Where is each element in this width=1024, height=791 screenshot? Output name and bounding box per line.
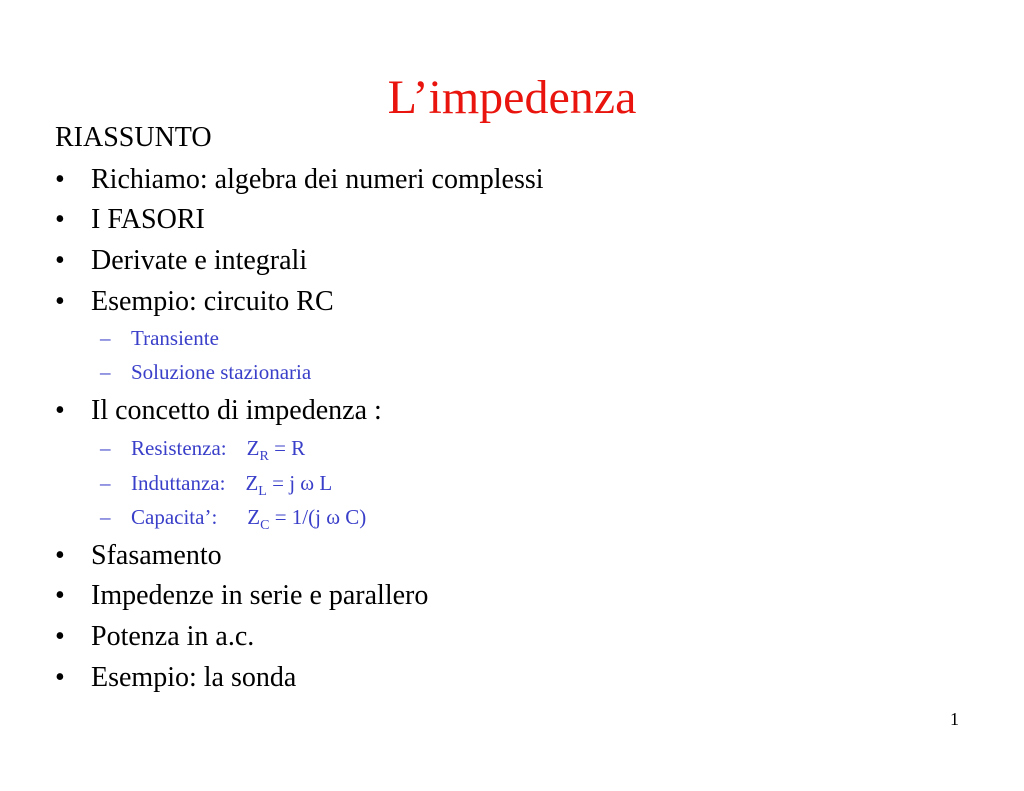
impedance-formula: = R — [268, 436, 306, 460]
list-item-text: Richiamo: algebra dei numeri complessi — [91, 164, 544, 195]
list-item-text: Derivate e integrali — [91, 245, 308, 276]
impedance-symbol: Z — [245, 471, 259, 495]
bullet-icon: • — [55, 662, 65, 693]
sub-list-item-text: Transiente — [131, 326, 219, 350]
list-item — [55, 578, 428, 614]
impedance-label: Induttanza: — [131, 471, 226, 495]
list-item-text: I FASORI — [91, 204, 205, 235]
sub-list-item — [100, 358, 311, 386]
dash-icon: – — [100, 360, 111, 384]
list-item-text: Sfasamento — [91, 540, 222, 571]
impedance-formula: = j ω L — [266, 471, 333, 495]
list-item — [55, 393, 382, 429]
impedance-subscript: C — [260, 518, 270, 533]
list-item-text: Esempio: circuito RC — [91, 286, 334, 317]
list-item-text: Il concetto di impedenza : — [91, 395, 382, 426]
slide-title: L’impedenza — [387, 71, 637, 124]
sub-list-item — [100, 469, 332, 497]
list-item-text: Potenza in a.c. — [91, 621, 255, 652]
bullet-icon: • — [55, 540, 65, 571]
sub-list-item — [100, 434, 305, 462]
dash-icon: – — [100, 505, 111, 529]
impedance-formula: = 1/(j ω C) — [269, 505, 367, 529]
page-number: 1 — [950, 709, 959, 729]
list-item — [55, 538, 222, 574]
bullet-icon: • — [55, 580, 65, 611]
sub-list-item — [100, 324, 219, 352]
list-item — [55, 162, 544, 198]
bullet-icon: • — [55, 245, 65, 276]
impedance-subscript: R — [259, 449, 269, 464]
sub-list-item — [100, 503, 366, 531]
list-item-text: Esempio: la sonda — [91, 662, 297, 693]
dash-icon: – — [100, 326, 111, 350]
dash-icon: – — [100, 436, 111, 460]
impedance-symbol: Z — [247, 505, 261, 529]
bullet-icon: • — [55, 395, 65, 426]
bullet-icon: • — [55, 164, 65, 195]
impedance-label: Resistenza: — [131, 436, 227, 460]
list-item — [55, 660, 296, 696]
impedance-symbol: Z — [246, 436, 260, 460]
bullet-icon: • — [55, 286, 65, 317]
summary-heading: RIASSUNTO — [55, 122, 212, 153]
list-item — [55, 202, 205, 238]
dash-icon: – — [100, 471, 111, 495]
bullet-icon: • — [55, 621, 65, 652]
impedance-subscript: L — [258, 484, 267, 499]
list-item — [55, 619, 254, 655]
list-item — [55, 243, 307, 279]
bullet-icon: • — [55, 204, 65, 235]
list-item-text: Impedenze in serie e parallero — [91, 580, 429, 611]
list-item — [55, 284, 334, 320]
sub-list-item-text: Soluzione stazionaria — [131, 360, 312, 384]
impedance-label: Capacita’: — [131, 505, 218, 529]
